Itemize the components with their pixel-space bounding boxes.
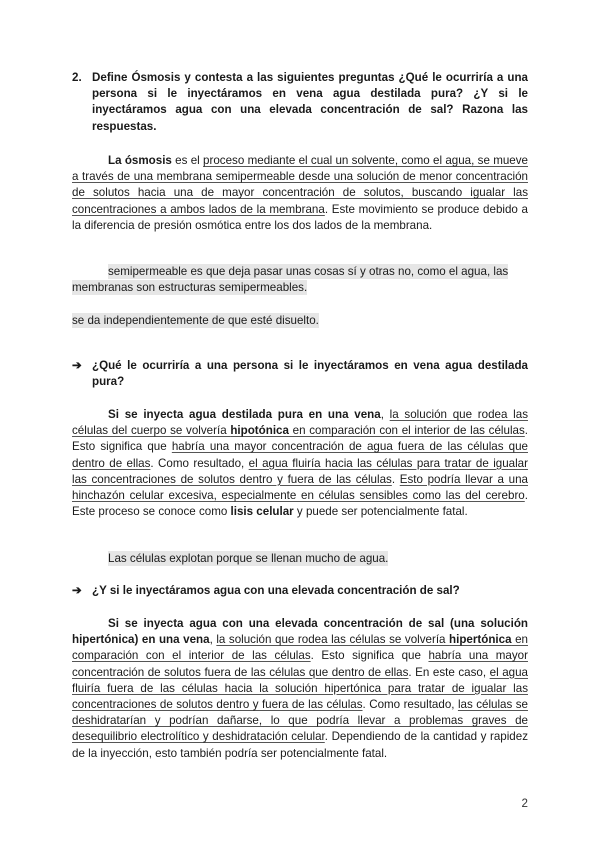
underlined-text: habría una mayor concentración de agua fuera de las células que dentro de ellas (72, 440, 528, 470)
underlined-text: la solución que rodea las células del cuerpo se volvería (72, 408, 528, 438)
subquestion-a-text: ¿Qué le ocurriría a una persona si le inyectáramos en vena agua destilada pura? (92, 359, 528, 389)
bold-underlined-term: hipotónica (230, 424, 289, 438)
text-run: . Como resultado, (150, 456, 249, 470)
text-run: . Este proceso se conoce como (72, 489, 528, 519)
underlined-definition: proceso mediante el cual un solvente, como el agua, se mueve a través de una membrana semipermeable desde una solución de menor concentración de solutos hacia una de mayor concentración de solutos, buscando igualar las concentraciones a ambos lados de la membrana (72, 154, 528, 216)
osmosis-term: La ósmosis (108, 154, 172, 167)
highlight-note-celulas (72, 551, 528, 567)
arrow-icon: ➔ (72, 359, 82, 372)
underlined-text: la solución que rodea las células se volvería (216, 633, 450, 647)
subquestion-a-heading (72, 358, 528, 390)
underlined-text: las células se deshidratarían y podrían dañarse, lo que podría llevar a problemas graves de desequilibrio electrolítico y deshidratación celular (72, 698, 528, 744)
highlighted-text: se da independientemente de que esté disuelto. (72, 314, 319, 327)
underlined-text: habría una mayor concentración de solutos fuera de las células que dentro de ellas (72, 649, 528, 679)
subquestion-b-heading (72, 583, 528, 599)
page-number: 2 (521, 797, 528, 810)
underlined-text: en comparación con el interior de las células (288, 424, 525, 438)
text-run: . (391, 472, 400, 486)
text-run: es el (171, 154, 204, 167)
highlight-note-disuelto (72, 313, 528, 329)
highlighted-text: Las células explotan porque se llenan mucho de agua. (108, 552, 389, 565)
text-run: . Esto significa que (310, 649, 429, 663)
answer-a (72, 407, 528, 520)
highlight-note-semipermeable (72, 264, 528, 296)
question-text: Define Ósmosis y contesta a las siguientes preguntas ¿Qué le ocurriría a una persona si le inyectáramos en vena agua destilada pura? ¿Y si le inyectáramos agua con una elevada concentración de sal? Razona las respuestas. (92, 71, 528, 133)
question-number: 2. (72, 71, 82, 84)
text-run: , (380, 408, 390, 421)
bold-underlined-term: hipertónica (449, 633, 512, 647)
underlined-text: el agua fluiría hacia las células para tratar de igualar las concentraciones de solutos dentro y fuera de las células (72, 456, 528, 486)
answer-b (72, 616, 528, 762)
question-2 (72, 70, 528, 135)
underlined-text: Esto podría llevar a una hinchazón celular excesiva, especialmente en células sensibles como las del cerebro (72, 472, 528, 503)
subquestion-b-text: ¿Y si le inyectáramos agua con una elevada concentración de sal? (92, 584, 460, 597)
osmosis-definition (72, 153, 528, 234)
text-run: . Dependiendo de la cantidad y rapidez de la inyección, esto también podría ser potencialmente fatal. (72, 730, 528, 760)
text-run: . En este caso, (408, 665, 490, 679)
answer-lead: Si se inyecta agua con una elevada concentración de sal (una solución hipertónica) en una vena (72, 617, 528, 647)
highlighted-text: semipermeable es que deja pasar unas cosas sí y otras no, como el agua, las membranas son estructuras semipermeables. (72, 265, 509, 295)
text-run: , (209, 633, 217, 647)
arrow-icon: ➔ (72, 584, 82, 597)
underlined-text: en comparación con el interior de las células (72, 633, 528, 663)
bold-term: lisis celular (230, 505, 294, 519)
text-run: . Como resultado, (362, 698, 458, 712)
text-run: . Esto significa que (72, 424, 528, 454)
answer-lead: Si se inyecta agua destilada pura en una vena (108, 408, 381, 421)
text-run: . Este movimiento se produce debido a la diferencia de presión osmótica entre los dos lados de la membrana. (72, 202, 528, 232)
underlined-text: el agua fluiría fuera de las células hacia la solución hipertónica para tratar de igualar las concentraciones de solutos dentro y fuera de las células (72, 665, 528, 712)
text-run: y puede ser potencialmente fatal. (293, 505, 468, 519)
